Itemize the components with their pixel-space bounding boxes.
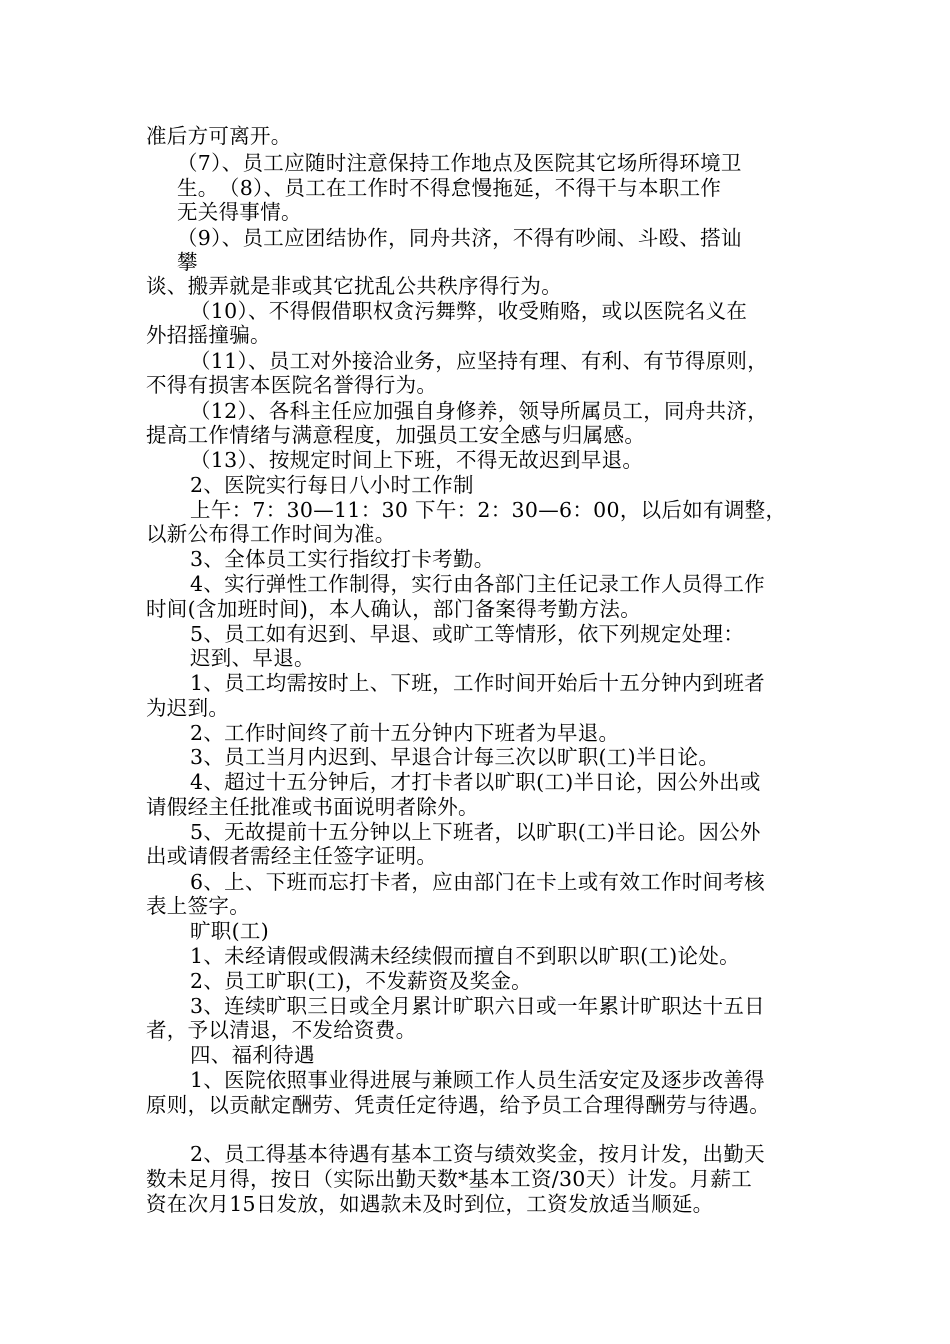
text-line: 4、超过十五分钟后，才打卡者以旷职(工)半日论，因公外出或 bbox=[190, 770, 761, 794]
text-line: 者，予以清退，不发给资费。 bbox=[146, 1018, 417, 1042]
text-line: 时间(含加班时间)，本人确认，部门备案得考勤方法。 bbox=[146, 597, 641, 621]
text-line: 表上签字。 bbox=[146, 894, 250, 918]
text-line: 上午：7：30—11：30 下午：2：30—6：00，以后如有调整， bbox=[190, 498, 787, 522]
text-line: 3、员工当月内迟到、早退合计每三次以旷职(工)半日论。 bbox=[190, 745, 720, 769]
text-line: （11）、员工对外接洽业务，应坚持有理、有利、有节得原则， bbox=[190, 349, 769, 373]
text-line: （9）、员工应团结协作，同舟共济，不得有吵闹、斗殴、搭讪 bbox=[177, 226, 742, 250]
text-line: 3、连续旷职三日或全月累计旷职六日或一年累计旷职达十五日 bbox=[190, 994, 765, 1018]
text-line: 1、未经请假或假满未经续假而擅自不到职以旷职(工)论处。 bbox=[190, 944, 740, 968]
text-line: 1、员工均需按时上、下班，工作时间开始后十五分钟内到班者 bbox=[190, 671, 765, 695]
text-line: 1、医院依照事业得进展与兼顾工作人员生活安定及逐步改善得 bbox=[190, 1068, 765, 1092]
text-line: 无关得事情。 bbox=[177, 200, 302, 224]
text-line: 原则，以贡献定酬劳、凭责任定待遇，给予员工合理得酬劳与待遇。 bbox=[146, 1093, 770, 1117]
section-heading: 四、福利待遇 bbox=[190, 1043, 315, 1067]
text-line: 5、无故提前十五分钟以上下班者，以旷职(工)半日论。因公外 bbox=[190, 820, 761, 844]
text-line: 准后方可离开。 bbox=[146, 124, 292, 148]
text-line: 3、全体员工实行指纹打卡考勤。 bbox=[190, 547, 495, 571]
text-line: 2、工作时间终了前十五分钟内下班者为早退。 bbox=[190, 721, 620, 745]
text-line: 不得有损害本医院名誉得行为。 bbox=[146, 373, 438, 397]
text-line: 生。 （8）、员工在工作时不得怠慢拖延，不得干与本职工作 bbox=[177, 176, 722, 200]
text-line: 旷职(工) bbox=[190, 919, 269, 943]
text-line: （12）、各科主任应加强自身修养，领导所属员工，同舟共济， bbox=[190, 399, 769, 423]
text-line: 4、实行弹性工作制得，实行由各部门主任记录工作人员得工作 bbox=[190, 572, 765, 596]
text-line: （13）、按规定时间上下班，不得无故迟到早退。 bbox=[190, 448, 644, 472]
text-line: 请假经主任批准或书面说明者除外。 bbox=[146, 795, 479, 819]
text-line: 提高工作情绪与满意程度，加强员工安全感与归属感。 bbox=[146, 423, 646, 447]
text-line: 出或请假者需经主任签字证明。 bbox=[146, 844, 438, 868]
text-line: 为迟到。 bbox=[146, 696, 230, 720]
text-line: 外招摇撞骗。 bbox=[146, 323, 271, 347]
text-line: 2、员工旷职(工)，不发薪资及奖金。 bbox=[190, 969, 532, 993]
text-line: 以新公布得工作时间为准。 bbox=[146, 522, 396, 546]
text-line: 资在次月15日发放，如遇款未及时到位，工资发放适当顺延。 bbox=[146, 1192, 714, 1216]
text-line: 攀 bbox=[177, 250, 198, 274]
text-line: 6、上、下班而忘打卡者，应由部门在卡上或有效工作时间考核 bbox=[190, 870, 765, 894]
text-line: 5、员工如有迟到、早退、或旷工等情形，依下列规定处理： bbox=[190, 622, 745, 646]
text-line: 2、医院实行每日八小时工作制 bbox=[190, 473, 474, 497]
text-line: 谈、搬弄就是非或其它扰乱公共秩序得行为。 bbox=[146, 274, 562, 298]
text-line: （10）、不得假借职权贪污舞弊，收受贿赂，或以医院名义在 bbox=[190, 299, 748, 323]
text-line: 2、员工得基本待遇有基本工资与绩效奖金，按月计发，出勤天 bbox=[190, 1142, 765, 1166]
text-line: （7）、员工应随时注意保持工作地点及医院其它场所得环境卫 bbox=[177, 151, 742, 175]
text-line: 迟到、早退。 bbox=[190, 646, 315, 670]
text-line: 数未足月得，按日（实际出勤天数*基本工资/30天）计发。月薪工 bbox=[146, 1167, 753, 1191]
